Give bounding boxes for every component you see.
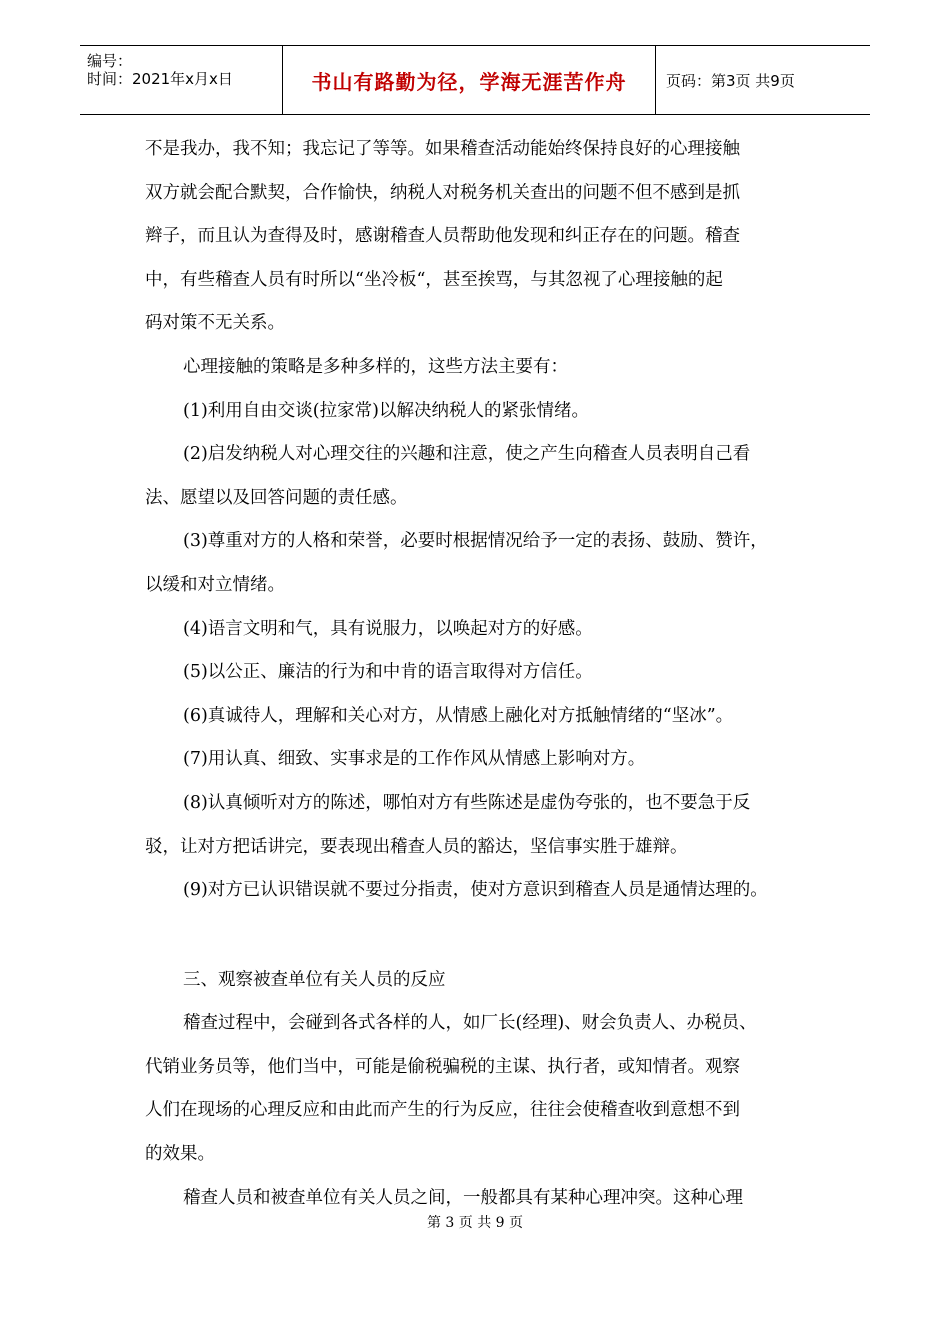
- page-header: [80, 45, 870, 115]
- strategy-item-8-cont: 驳，让对方把话讲完，要表现出稽查人员的豁达，坚信事实胜于雄辩。: [145, 836, 688, 857]
- body-line: 码对策不无关系。: [145, 313, 285, 334]
- header-page-cell: [656, 46, 870, 114]
- paragraph-gap: [145, 913, 825, 959]
- body-line: 的效果。: [145, 1144, 215, 1165]
- strategy-item-7: (7)用认真、细致、实事求是的工作作风从情感上影响对方。: [183, 749, 646, 770]
- section-title: 三、观察被查单位有关人员的反应: [183, 969, 446, 990]
- body-line: 稽查人员和被查单位有关人员之间，一般都具有某种心理冲突。这种心理: [183, 1187, 743, 1208]
- header-motto-cell: [283, 46, 656, 114]
- body-line: 中，有些稽查人员有时所以“坐冷板“，甚至挨骂，与其忽视了心理接触的起: [145, 269, 723, 290]
- document-number-label: 编号：: [87, 52, 133, 70]
- strategy-item-1: (1)利用自由交谈(拉家常)以解决纳税人的紧张情绪。: [183, 400, 589, 421]
- body-line: 辫子，而且认为查得及时，感谢稽查人员帮助他发现和纠正存在的问题。稽查: [145, 226, 740, 247]
- strategy-item-8: (8)认真倾听对方的陈述，哪怕对方有些陈述是虚伪夸张的，也不要急于反: [183, 792, 751, 813]
- strategy-item-2-cont: 法、愿望以及回答问题的责任感。: [145, 487, 408, 508]
- document-body: [145, 128, 825, 1220]
- header-meta-cell: [80, 46, 283, 114]
- header-page-code: 页码：第3页 共9页: [666, 71, 795, 90]
- strategy-item-2: (2)启发纳税人对心理交往的兴趣和注意，使之产生向稽查人员表明自己看: [183, 444, 751, 465]
- body-line: 稽查过程中，会碰到各式各样的人，如厂长(经理)、财会负责人、办税员、: [183, 1013, 757, 1034]
- strategy-item-6: (6)真诚待人，理解和关心对方，从情感上融化对方抵触情绪的“坚冰”。: [183, 705, 734, 726]
- page-footer: 第 3 页 共 9 页: [426, 1215, 524, 1231]
- strategy-item-3: (3)尊重对方的人格和荣誉，必要时根据情况给予一定的表扬、鼓励、赞许，: [183, 531, 768, 552]
- strategy-item-5: (5)以公正、廉洁的行为和中肯的语言取得对方信任。: [183, 662, 593, 683]
- body-line: 人们在现场的心理反应和由此而产生的行为反应，往往会使稽查收到意想不到: [145, 1100, 740, 1121]
- strategy-item-3-cont: 以缓和对立情绪。: [145, 574, 285, 595]
- body-line: 不是我办，我不知；我忘记了等等。如果稽查活动能始终保持良好的心理接触: [145, 139, 740, 159]
- body-line: 双方就会配合默契，合作愉快，纳税人对税务机关查出的问题不但不感到是抓: [145, 182, 740, 203]
- strategy-item-4: (4)语言文明和气，具有说服力，以唤起对方的好感。: [183, 618, 593, 639]
- strategy-intro: 心理接触的策略是多种多样的，这些方法主要有：: [183, 356, 568, 377]
- body-line: 代销业务员等，他们当中，可能是偷税骗税的主谋、执行者，或知情者。观察: [145, 1056, 740, 1077]
- header-motto: 书山有路勤为径，学海无涯苦作舟: [311, 69, 627, 94]
- document-time-label: 时间：2021年x月x日: [87, 70, 233, 88]
- strategy-item-9: (9)对方已认识错误就不要过分指责，使对方意识到稽查人员是通情达理的。: [183, 880, 768, 901]
